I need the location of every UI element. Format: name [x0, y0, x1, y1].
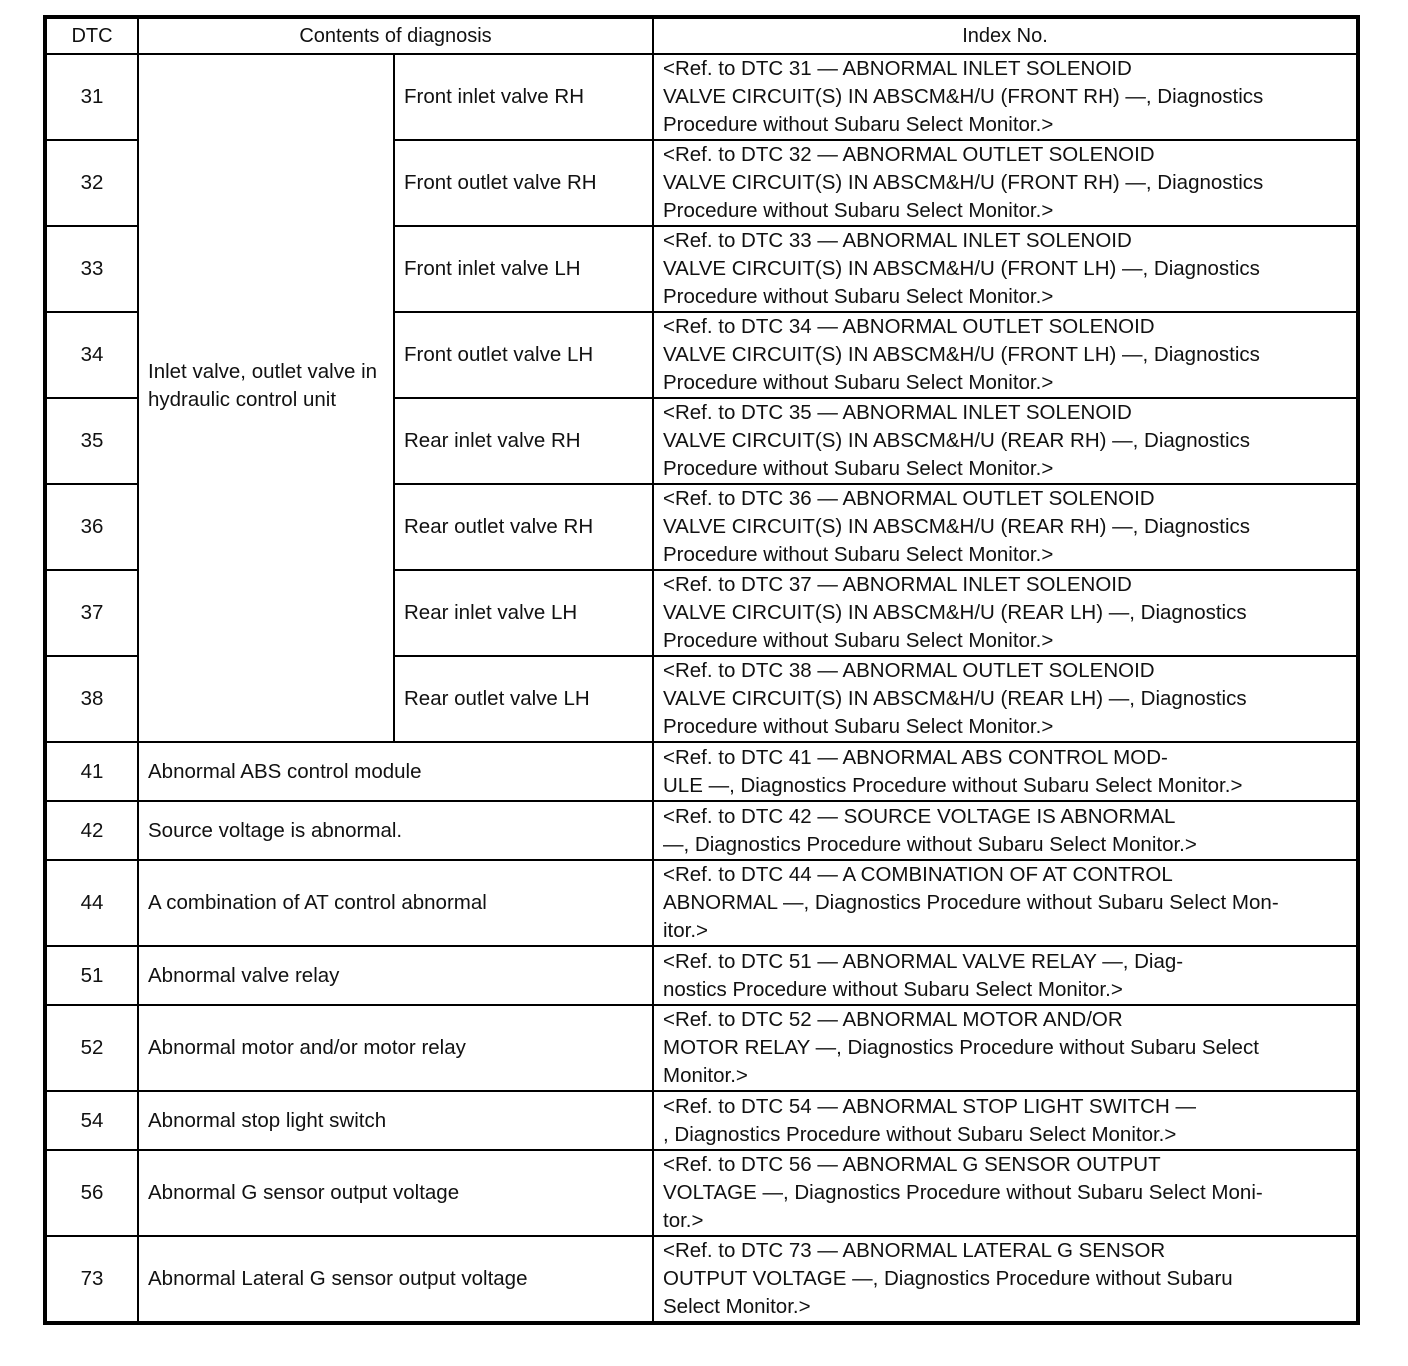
index-line: Procedure without Subaru Select Monitor.>	[663, 629, 1054, 652]
diagnosis-contents: Abnormal G sensor output voltage	[138, 1150, 653, 1236]
index-line: <Ref. to DTC 44 — A COMBINATION OF AT CONTROL	[663, 863, 1173, 886]
dtc-code: 37	[45, 570, 138, 656]
index-line: ULE —, Diagnostics Procedure without Subaru Select Monitor.>	[663, 773, 1243, 797]
index-ref	[653, 860, 1358, 946]
valve-group-label	[138, 54, 394, 742]
index-line: <Ref. to DTC 38 — ABNORMAL OUTLET SOLENOID	[663, 659, 1155, 682]
dtc-code: 36	[45, 484, 138, 570]
dtc-code: 52	[45, 1005, 138, 1091]
index-ref	[653, 801, 1358, 860]
dtc-code: 56	[45, 1150, 138, 1236]
index-line: tor.>	[663, 1209, 704, 1232]
index-line: VALVE CIRCUIT(S) IN ABSCM&H/U (REAR LH) —, Diagnostics	[663, 601, 1247, 624]
index-line: Procedure without Subaru Select Monitor.>	[663, 285, 1054, 308]
dtc-code: 44	[45, 860, 138, 946]
index-line: VALVE CIRCUIT(S) IN ABSCM&H/U (FRONT LH) —, Diagnostics	[663, 343, 1260, 366]
header-dtc: DTC	[45, 17, 138, 54]
diagnosis-contents: Abnormal valve relay	[138, 946, 653, 1005]
index-ref	[653, 484, 1358, 570]
dtc-code: 31	[45, 54, 138, 140]
index-line: MOTOR RELAY —, Diagnostics Procedure without Subaru Select	[663, 1036, 1259, 1059]
dtc-code: 35	[45, 398, 138, 484]
index-ref	[653, 1150, 1358, 1236]
valve-item: Front inlet valve RH	[394, 54, 653, 140]
index-line: nostics Procedure without Subaru Select Monitor.>	[663, 977, 1123, 1001]
index-line: <Ref. to DTC 41 — ABNORMAL ABS CONTROL MOD-	[663, 745, 1168, 769]
index-ref	[653, 54, 1358, 140]
index-ref	[653, 742, 1358, 801]
index-line: VALVE CIRCUIT(S) IN ABSCM&H/U (REAR RH) —, Diagnostics	[663, 429, 1251, 452]
index-line: VALVE CIRCUIT(S) IN ABSCM&H/U (FRONT RH) —, Diagnostics	[663, 85, 1264, 108]
diagnosis-contents: Source voltage is abnormal.	[138, 801, 653, 860]
table-row	[45, 742, 1358, 801]
header-row	[45, 17, 1358, 54]
index-line: OUTPUT VOLTAGE —, Diagnostics Procedure without Subaru	[663, 1267, 1233, 1290]
dtc-code: 41	[45, 742, 138, 801]
index-ref	[653, 946, 1358, 1005]
dtc-code: 33	[45, 226, 138, 312]
valve-item: Rear inlet valve LH	[394, 570, 653, 656]
index-line: VALVE CIRCUIT(S) IN ABSCM&H/U (REAR LH) —, Diagnostics	[663, 687, 1247, 710]
table-row	[45, 801, 1358, 860]
index-line: Procedure without Subaru Select Monitor.>	[663, 371, 1054, 394]
dtc-code: 42	[45, 801, 138, 860]
index-line: Procedure without Subaru Select Monitor.>	[663, 543, 1054, 566]
index-line: Monitor.>	[663, 1064, 748, 1087]
valve-item: Front outlet valve LH	[394, 312, 653, 398]
diagnosis-contents: Abnormal stop light switch	[138, 1091, 653, 1150]
diagnosis-contents: Abnormal ABS control module	[138, 742, 653, 801]
index-line: <Ref. to DTC 56 — ABNORMAL G SENSOR OUTPUT	[663, 1153, 1161, 1176]
index-line: VALVE CIRCUIT(S) IN ABSCM&H/U (FRONT RH) —, Diagnostics	[663, 171, 1264, 194]
index-line: Select Monitor.>	[663, 1295, 811, 1318]
index-line: ABNORMAL —, Diagnostics Procedure without Subaru Select Mon-	[663, 891, 1279, 914]
index-ref	[653, 226, 1358, 312]
diagnosis-contents: Abnormal Lateral G sensor output voltage	[138, 1236, 653, 1323]
index-line: Procedure without Subaru Select Monitor.>	[663, 715, 1054, 738]
index-line: <Ref. to DTC 34 — ABNORMAL OUTLET SOLENOID	[663, 315, 1155, 338]
valve-item: Rear inlet valve RH	[394, 398, 653, 484]
index-line: <Ref. to DTC 37 — ABNORMAL INLET SOLENOID	[663, 573, 1132, 596]
index-line: <Ref. to DTC 31 — ABNORMAL INLET SOLENOID	[663, 57, 1132, 80]
index-line: VOLTAGE —, Diagnostics Procedure without Subaru Select Moni-	[663, 1181, 1263, 1204]
index-ref	[653, 570, 1358, 656]
index-ref	[653, 312, 1358, 398]
table-row	[45, 1150, 1358, 1236]
valve-item: Front outlet valve RH	[394, 140, 653, 226]
index-line: VALVE CIRCUIT(S) IN ABSCM&H/U (FRONT LH) —, Diagnostics	[663, 257, 1260, 280]
table-body	[45, 54, 1358, 1323]
table-row	[45, 1005, 1358, 1091]
valve-item: Rear outlet valve LH	[394, 656, 653, 742]
index-line: <Ref. to DTC 33 — ABNORMAL INLET SOLENOID	[663, 229, 1132, 252]
valve-group-text: Inlet valve, outlet valve in hydraulic control unit	[148, 360, 378, 411]
diagnosis-contents: Abnormal motor and/or motor relay	[138, 1005, 653, 1091]
index-line: VALVE CIRCUIT(S) IN ABSCM&H/U (REAR RH) —, Diagnostics	[663, 515, 1251, 538]
index-line: <Ref. to DTC 35 — ABNORMAL INLET SOLENOID	[663, 401, 1132, 424]
table-row	[45, 860, 1358, 946]
index-line: Procedure without Subaru Select Monitor.>	[663, 457, 1054, 480]
index-line: <Ref. to DTC 32 — ABNORMAL OUTLET SOLENOID	[663, 143, 1155, 166]
index-ref	[653, 140, 1358, 226]
dtc-code: 54	[45, 1091, 138, 1150]
index-line: <Ref. to DTC 51 — ABNORMAL VALVE RELAY —, Diag-	[663, 949, 1184, 973]
valve-item: Rear outlet valve RH	[394, 484, 653, 570]
index-line: <Ref. to DTC 42 — SOURCE VOLTAGE IS ABNORMAL	[663, 804, 1176, 828]
dtc-code: 51	[45, 946, 138, 1005]
header-contents: Contents of diagnosis	[138, 17, 653, 54]
index-ref	[653, 656, 1358, 742]
table-row	[45, 946, 1358, 1005]
dtc-table	[43, 15, 1360, 1325]
dtc-code: 32	[45, 140, 138, 226]
dtc-code: 34	[45, 312, 138, 398]
index-ref	[653, 1005, 1358, 1091]
index-line: <Ref. to DTC 52 — ABNORMAL MOTOR AND/OR	[663, 1008, 1123, 1031]
index-line: —, Diagnostics Procedure without Subaru Select Monitor.>	[663, 832, 1197, 856]
index-ref	[653, 1236, 1358, 1323]
diagnosis-contents: A combination of AT control abnormal	[138, 860, 653, 946]
valve-item: Front inlet valve LH	[394, 226, 653, 312]
index-line: , Diagnostics Procedure without Subaru Select Monitor.>	[663, 1122, 1177, 1146]
index-line: itor.>	[663, 919, 709, 942]
index-line: <Ref. to DTC 36 — ABNORMAL OUTLET SOLENOID	[663, 487, 1155, 510]
index-ref	[653, 1091, 1358, 1150]
index-line: Procedure without Subaru Select Monitor.>	[663, 199, 1054, 222]
dtc-code: 38	[45, 656, 138, 742]
header-index: Index No.	[653, 17, 1358, 54]
index-ref	[653, 398, 1358, 484]
table-row	[45, 1091, 1358, 1150]
index-line: Procedure without Subaru Select Monitor.>	[663, 113, 1054, 136]
table-row	[45, 1236, 1358, 1323]
index-line: <Ref. to DTC 54 — ABNORMAL STOP LIGHT SWITCH —	[663, 1094, 1196, 1118]
index-line: <Ref. to DTC 73 — ABNORMAL LATERAL G SENSOR	[663, 1239, 1166, 1262]
table-row	[45, 54, 1358, 140]
dtc-code: 73	[45, 1236, 138, 1323]
